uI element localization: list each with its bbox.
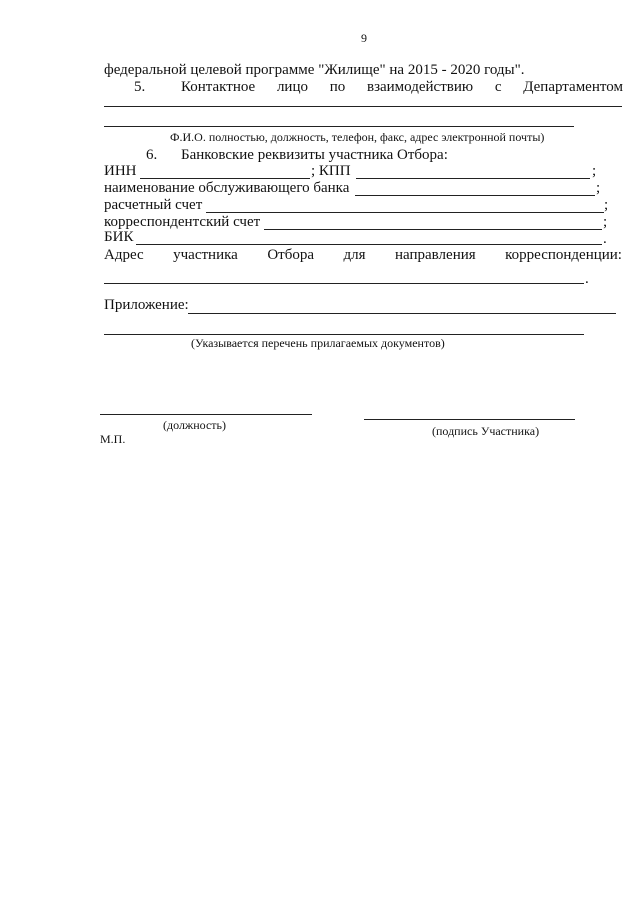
stamp-label: М.П. [100,432,126,446]
attachment-fill-line-1[interactable] [188,313,616,314]
attachment-label: Приложение: [104,297,189,313]
bank-heading: Банковские реквизиты участника Отбора: [181,147,448,163]
attachment-fill-line-2[interactable] [104,334,584,335]
contact-word: по [329,79,346,95]
account-fill-line[interactable] [206,212,604,213]
corr-account-semicolon: ; [603,214,608,230]
account-semicolon: ; [604,197,609,213]
page-number: 9 [361,31,367,45]
address-word: Адрес [104,247,144,263]
contact-word: с [494,79,502,95]
bank-section-number: 6. [146,147,158,163]
bank-name-fill-line[interactable] [355,195,595,196]
bik-period: . [603,231,607,247]
kpp-label: ; КПП [311,163,351,179]
bank-name-label: наименование обслуживающего банка [104,180,350,196]
address-word: для [343,247,366,263]
bik-label: БИК [104,229,134,245]
position-signature-line[interactable] [100,414,312,415]
contact-caption: Ф.И.О. полностью, должность, телефон, факс, адрес электронной почты) [170,130,545,144]
contact-word: взаимодействию [366,79,474,95]
contact-word: лицо [276,79,308,95]
address-heading [104,248,622,263]
contact-heading [181,80,623,95]
bank-name-semicolon: ; [596,180,601,196]
inn-label: ИНН [104,163,137,179]
bik-fill-line[interactable] [136,244,602,245]
address-word: участника [173,247,238,263]
attachment-caption: (Указывается перечень прилагаемых документов) [191,336,445,350]
contact-word: Контактное [181,79,256,95]
inn-fill-line[interactable] [140,178,310,179]
kpp-semicolon: ; [592,163,597,179]
signature-caption: (подпись Участника) [432,424,540,438]
contact-fill-line-1[interactable] [104,106,622,107]
contact-section-number: 5. [134,79,146,95]
address-word: направления [395,247,476,263]
corr-account-label: корреспондентский счет [104,214,261,230]
contact-word: Департаментом [523,79,623,95]
contact-fill-line-2[interactable] [104,126,574,127]
intro-line: федеральной целевой программе "Жилище" на 2015 - 2020 годы". [104,62,525,78]
address-period: . [585,271,589,287]
participant-signature-line[interactable] [364,419,575,420]
address-fill-line[interactable] [104,283,584,284]
account-label: расчетный счет [104,197,203,213]
corr-account-fill-line[interactable] [264,229,602,230]
position-caption: (должность) [163,418,226,432]
address-word: Отбора [267,247,314,263]
kpp-fill-line[interactable] [356,178,590,179]
address-word: корреспонденции: [505,247,622,263]
